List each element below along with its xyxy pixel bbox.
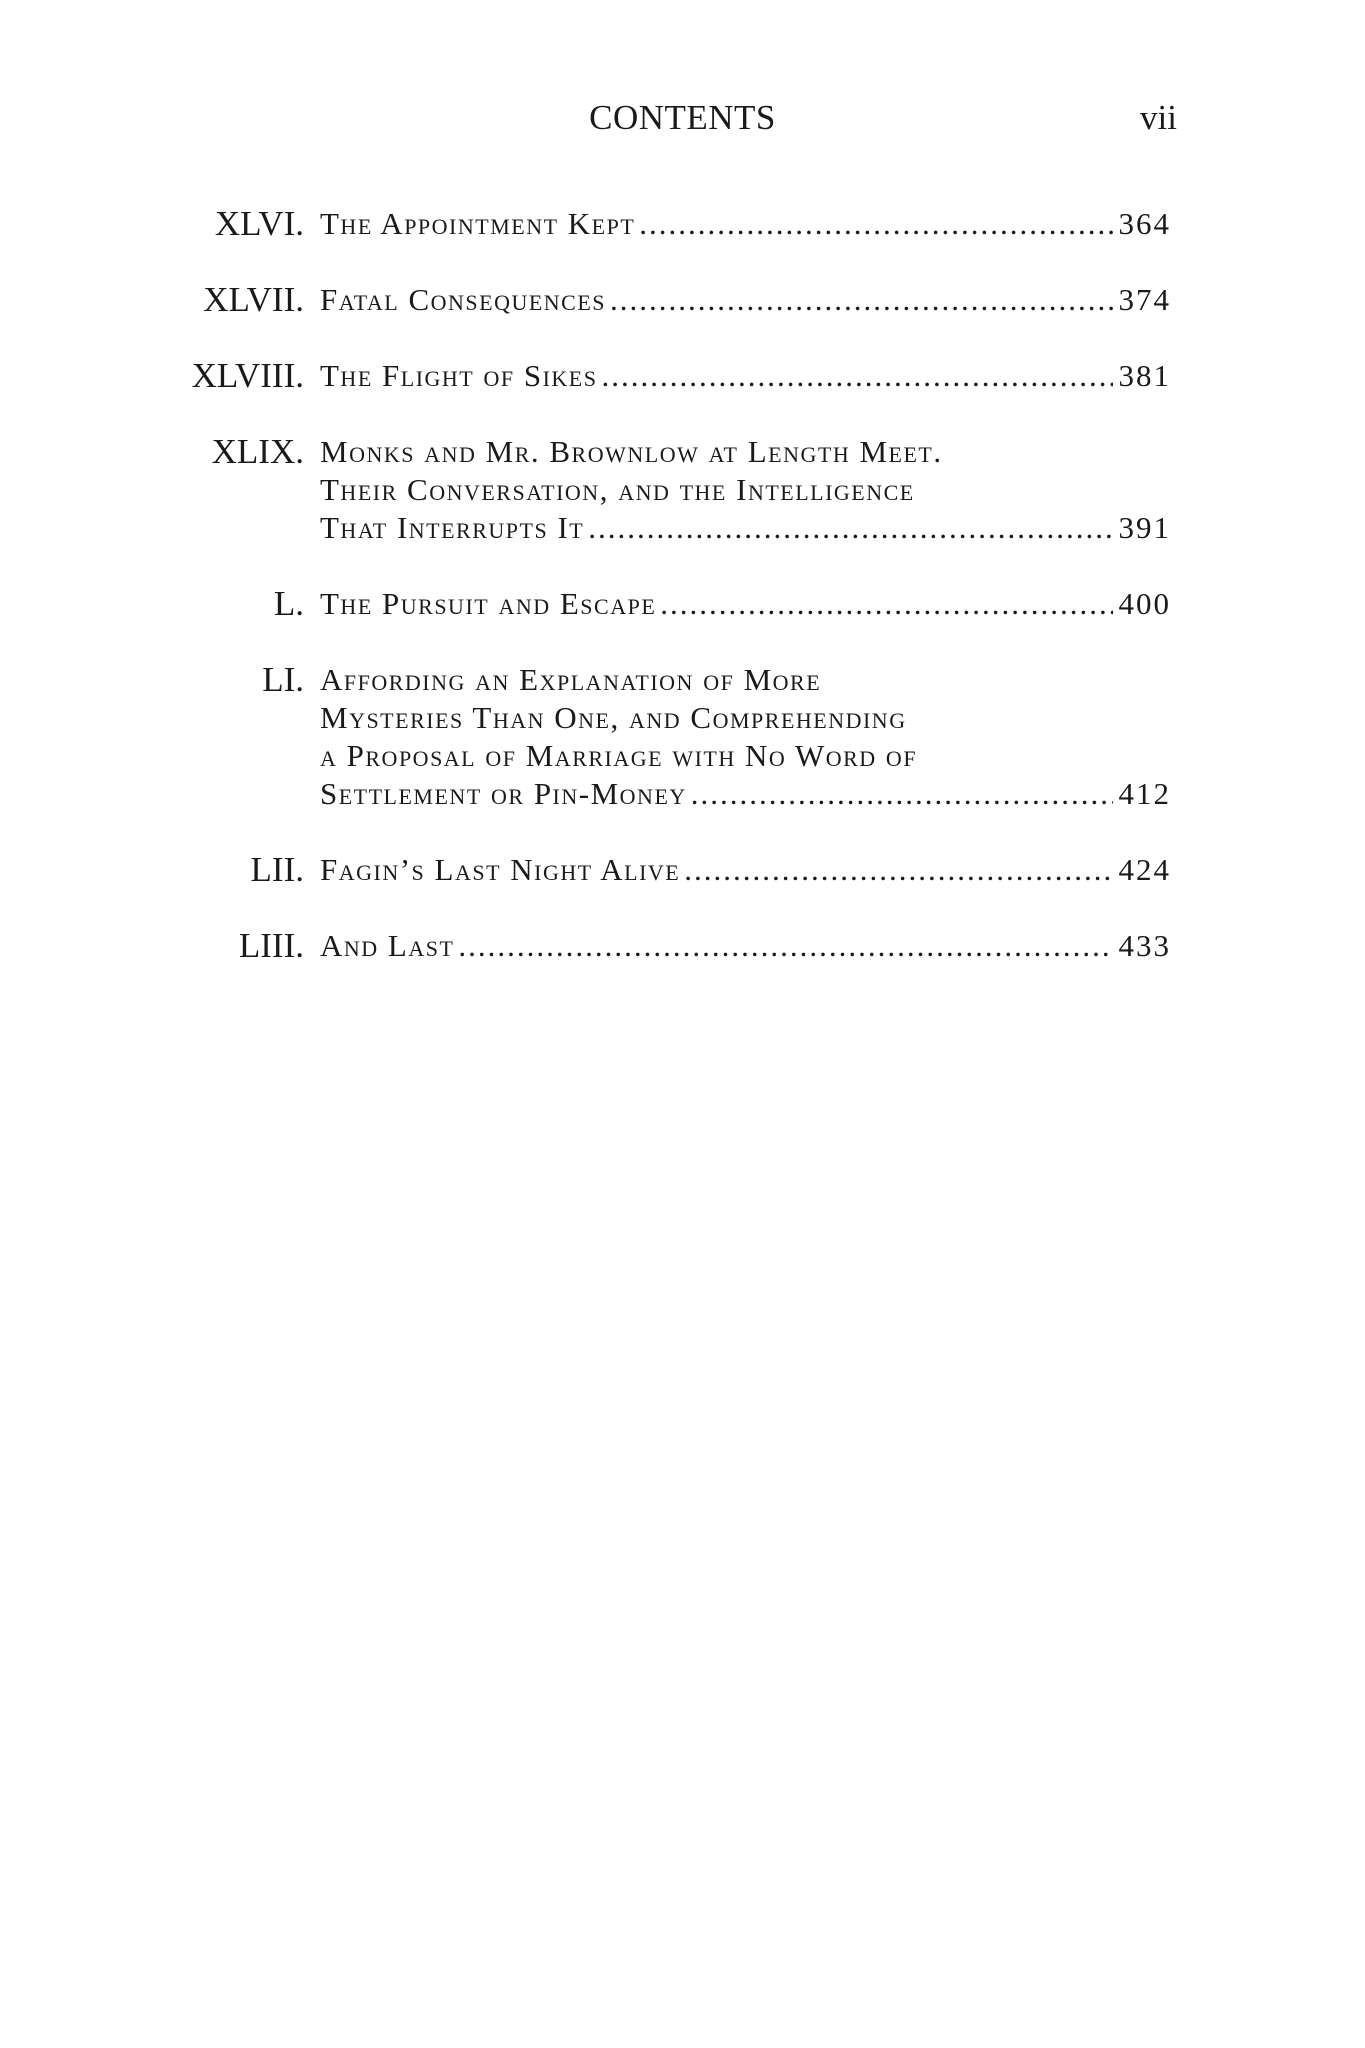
- chapter-numeral: LII.: [250, 850, 304, 889]
- dot-leader: [458, 927, 1112, 965]
- chapter-numeral: XLVIII.: [191, 356, 304, 395]
- chapter-numeral: LIII.: [238, 926, 304, 965]
- toc-entry: [0, 433, 1365, 547]
- table-of-contents: [0, 205, 1365, 1003]
- dot-leader: [588, 509, 1112, 547]
- chapter-title: [320, 661, 1171, 813]
- chapter-page: 364: [1118, 206, 1171, 241]
- chapter-page: 400: [1118, 586, 1171, 621]
- chapter-title-line: [320, 281, 1171, 319]
- chapter-page: 433: [1118, 928, 1171, 963]
- chapter-title: [320, 927, 1171, 965]
- dot-leader: [691, 775, 1113, 813]
- chapter-title: [320, 433, 1171, 547]
- chapter-page: 412: [1118, 776, 1171, 811]
- chapter-title-text: Fatal Consequences: [320, 282, 607, 317]
- chapter-title-line: [320, 205, 1171, 243]
- toc-entry: [0, 281, 1365, 319]
- chapter-title-line: [320, 585, 1171, 623]
- toc-entry: [0, 585, 1365, 623]
- page-title: CONTENTS: [589, 98, 776, 137]
- chapter-title: [320, 585, 1171, 623]
- chapter-page: 381: [1118, 358, 1171, 393]
- chapter-numeral: XLVI.: [214, 204, 304, 243]
- chapter-title-line: Affording an Explanation of More: [320, 662, 822, 697]
- chapter-title-text: The Appointment Kept: [320, 206, 636, 241]
- chapter-title-line: [320, 927, 1171, 965]
- dot-leader: [660, 585, 1112, 623]
- toc-entry: [0, 661, 1365, 813]
- toc-entry: [0, 205, 1365, 243]
- chapter-title-line: Mysteries Than One, and Comprehending: [320, 700, 907, 735]
- chapter-title-line: [320, 775, 1171, 813]
- chapter-title: [320, 281, 1171, 319]
- chapter-numeral: XLVII.: [203, 280, 304, 319]
- running-head: [0, 98, 1365, 148]
- dot-leader: [610, 281, 1112, 319]
- chapter-title: [320, 357, 1171, 395]
- chapter-title-line: [320, 851, 1171, 889]
- chapter-title: [320, 205, 1171, 243]
- toc-entry: [0, 927, 1365, 965]
- chapter-numeral: LI.: [262, 660, 304, 699]
- chapter-page: 424: [1118, 852, 1171, 887]
- chapter-page: 374: [1118, 282, 1171, 317]
- chapter-title-line: [320, 357, 1171, 395]
- chapter-title-text: The Flight of Sikes: [320, 358, 598, 393]
- chapter-title-line: Their Conversation, and the Intelligence: [320, 472, 915, 507]
- page-number: vii: [1140, 98, 1177, 137]
- toc-entry: [0, 851, 1365, 889]
- chapter-title-text: Fagin’s Last Night Alive: [320, 852, 681, 887]
- chapter-title-text: And Last: [320, 928, 455, 963]
- dot-leader: [684, 851, 1112, 889]
- chapter-title-text: Settlement or Pin-Money: [320, 776, 687, 811]
- chapter-title-line: [320, 509, 1171, 547]
- chapter-title: [320, 851, 1171, 889]
- chapter-title-line: a Proposal of Marriage with No Word of: [320, 738, 918, 773]
- toc-entry: [0, 357, 1365, 395]
- chapter-numeral: L.: [273, 584, 304, 623]
- dot-leader: [639, 205, 1112, 243]
- dot-leader: [601, 357, 1112, 395]
- chapter-title-text: The Pursuit and Escape: [320, 586, 657, 621]
- chapter-title-line: Monks and Mr. Brownlow at Length Meet.: [320, 434, 943, 469]
- chapter-page: 391: [1118, 510, 1171, 545]
- chapter-title-text: That Interrupts It: [320, 510, 585, 545]
- chapter-numeral: XLIX.: [211, 432, 304, 471]
